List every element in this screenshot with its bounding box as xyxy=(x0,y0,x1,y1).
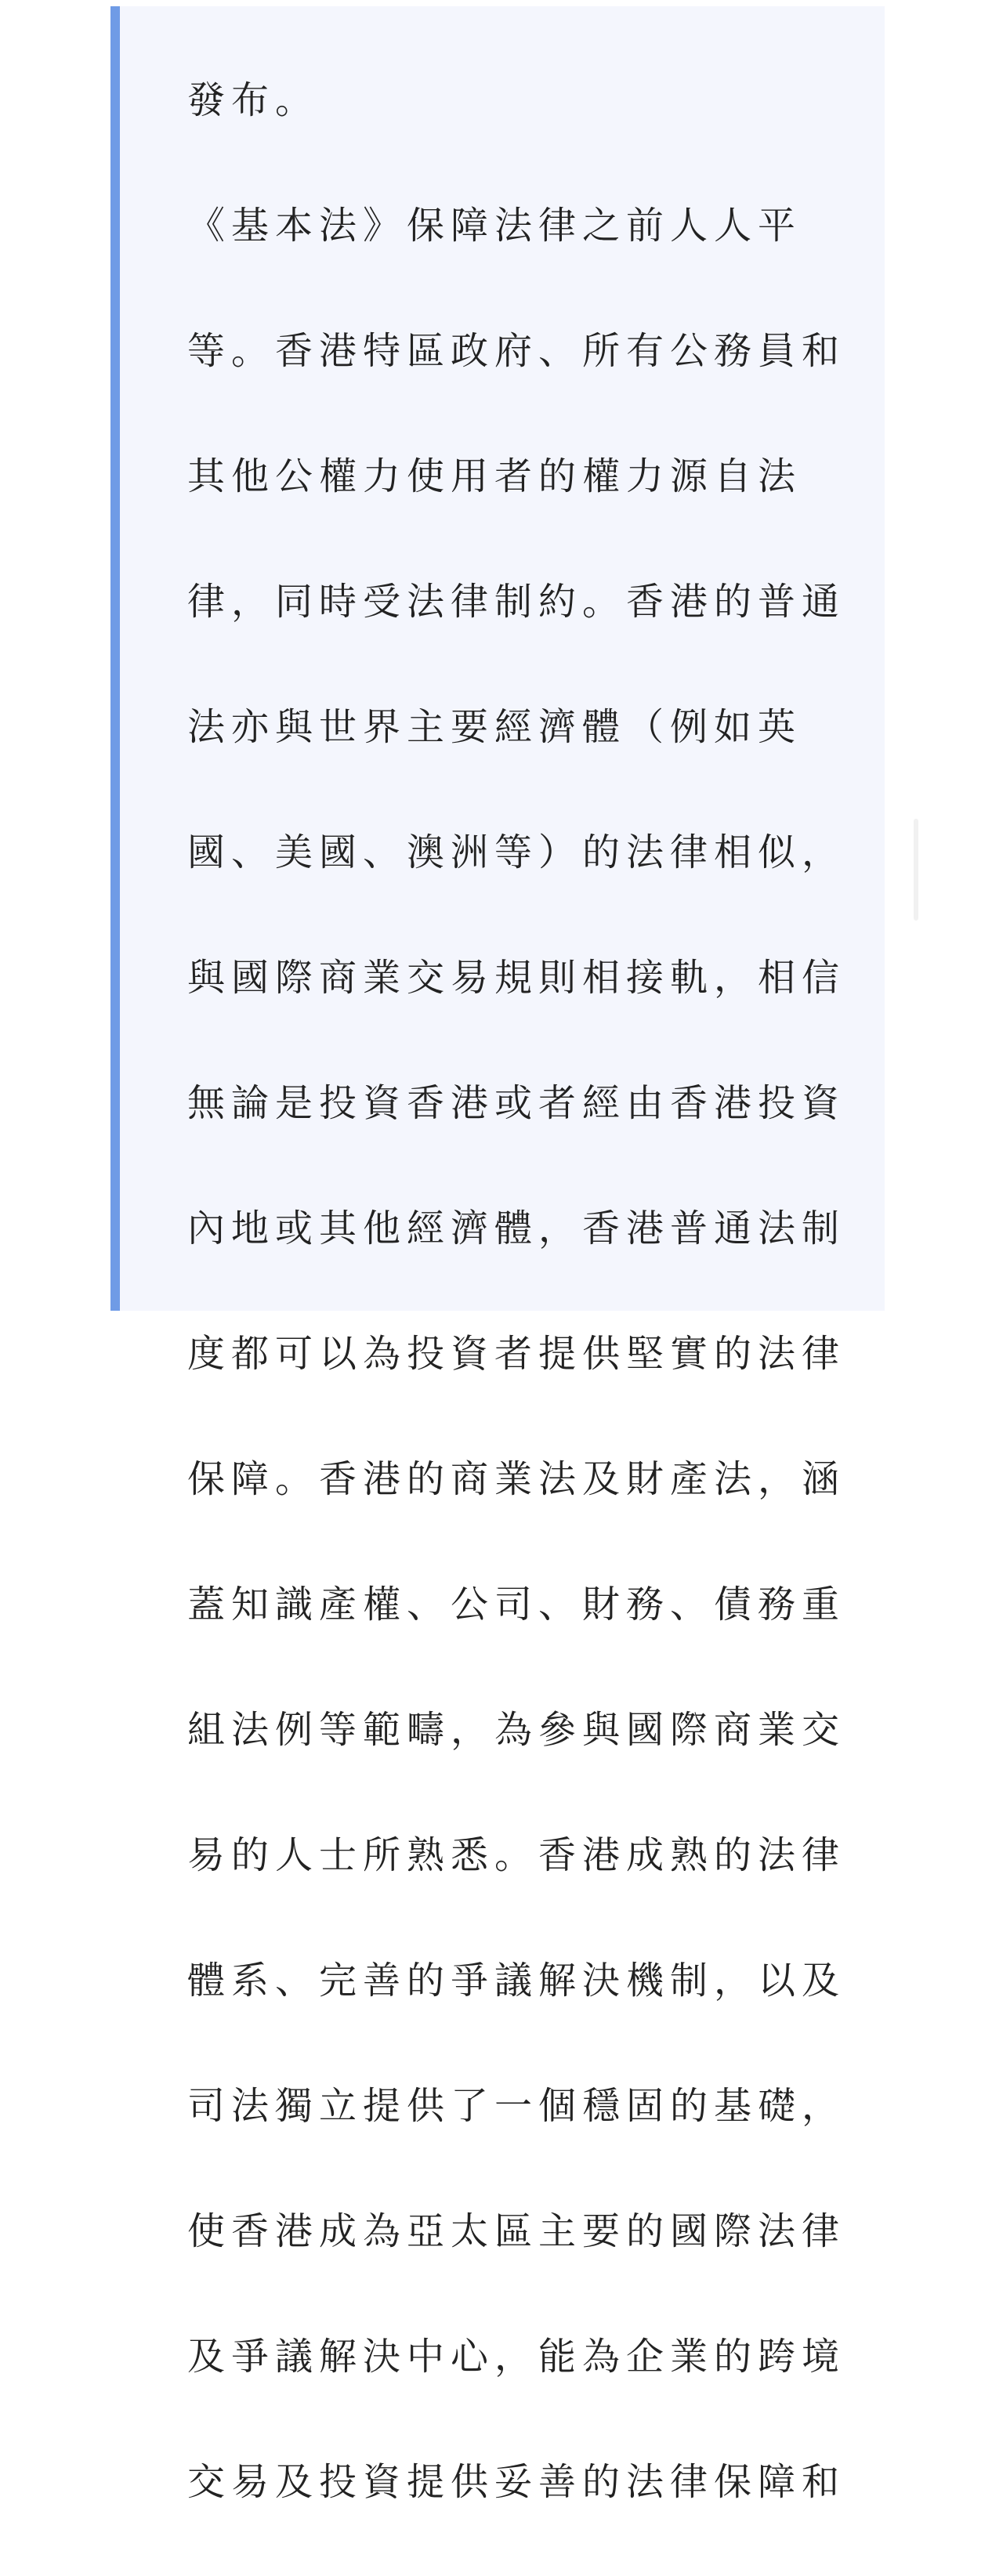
paragraph-2 xyxy=(187,132,845,2576)
text-line: 保障。香港的商業法及財產法，涵 xyxy=(187,1457,846,1501)
text-line: 律，同時受法律制約。香港的普通 xyxy=(187,580,846,624)
text-line: 體系、完善的爭議解決機制，以及 xyxy=(187,1959,846,2003)
text-line: 等。香港特區政府、所有公務員和 xyxy=(187,329,846,373)
scrollbar-thumb[interactable] xyxy=(914,819,918,921)
text-line: 易的人士所熟悉。香港成熟的法律 xyxy=(187,1833,846,1877)
text-line: 蓋知識產權、公司、財務、債務重 xyxy=(187,1583,846,1626)
text-line: 度都可以為投資者提供堅實的法律 xyxy=(187,1332,846,1376)
text-line: 其他公權力使用者的權力源自法 xyxy=(187,454,802,498)
text-line: 及爭議解決中心，能為企業的跨境 xyxy=(187,2335,846,2379)
text-line: 法亦與世界主要經濟體（例如英 xyxy=(187,705,802,749)
quote-block xyxy=(110,6,885,2504)
text-line: 使香港成為亞太區主要的國際法律 xyxy=(187,2209,846,2253)
text-line: 內地或其他經濟體，香港普通法制 xyxy=(187,1207,846,1250)
text-line: 《基本法》保障法律之前人人平 xyxy=(187,204,802,248)
text-line: 發布。 xyxy=(187,78,320,122)
quote-text xyxy=(187,6,846,2504)
text-line: 與國際商業交易規則相接軌，相信 xyxy=(187,956,846,1000)
text-line: 組法例等範疇，為參與國際商業交 xyxy=(187,1708,846,1752)
text-line: 司法獨立提供了一個穩固的基礎， xyxy=(187,2084,846,2128)
text-line: 國、美國、澳洲等）的法律相似， xyxy=(187,830,846,874)
text-line: 無論是投資香港或者經由香港投資 xyxy=(187,1081,846,1125)
text-line: 交易及投資提供妥善的法律保障和 xyxy=(187,2460,846,2504)
